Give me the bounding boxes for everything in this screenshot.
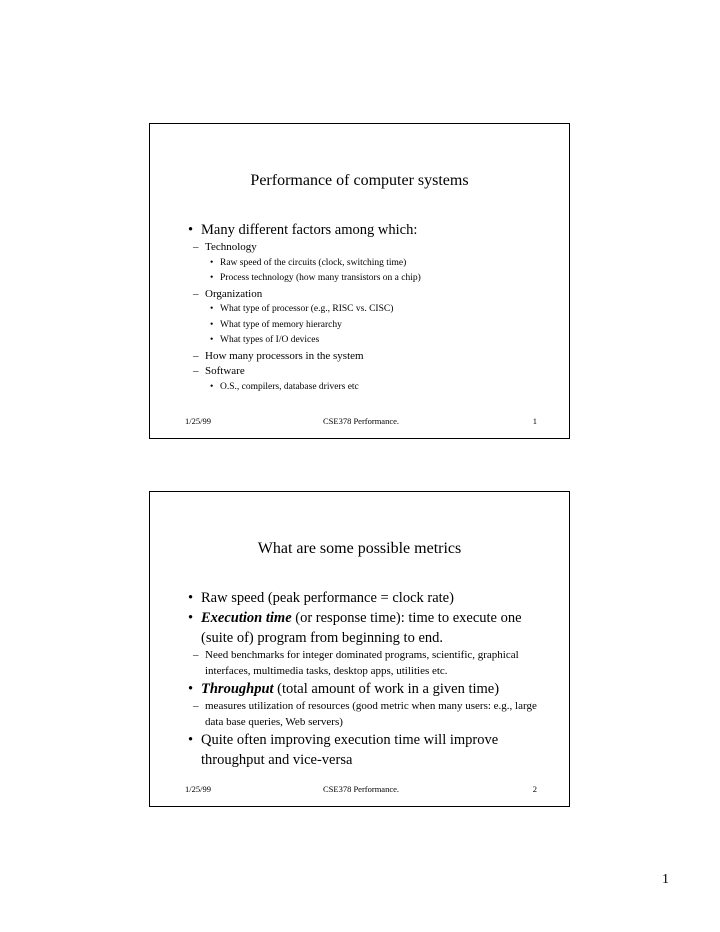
dash-item <box>188 364 559 380</box>
bullet-marker: • <box>188 732 194 748</box>
bullet-marker: • <box>210 304 214 314</box>
dash-marker: – <box>193 241 199 253</box>
dash-marker: – <box>193 365 199 377</box>
footer-course: CSE378 Performance. <box>322 416 399 426</box>
bullet-text: Many different factors among which: <box>201 222 418 238</box>
dash-marker: – <box>193 287 199 300</box>
sub-bullet-text: What type of processor (e.g., RISC vs. CISC) <box>220 304 394 314</box>
dash-text: measures utilization of resources (good metric when many users: e.g., large data base queries, Web servers) <box>205 700 537 728</box>
bullet-item <box>188 679 541 699</box>
bullet-marker: • <box>188 222 194 238</box>
footer-course: CSE378 Performance. <box>322 784 399 794</box>
bullet-item <box>188 220 559 240</box>
bullet-marker: • <box>188 610 194 626</box>
slide-body <box>188 588 541 770</box>
bullet-marker: • <box>188 681 194 697</box>
bullet-marker: • <box>210 273 214 283</box>
bullet-text: (or response time): time to execute one (suite of) program from beginning to end. <box>201 610 522 646</box>
bullet-item <box>188 608 541 648</box>
bullet-emphasis: Throughput <box>201 681 274 697</box>
sub-bullet-text: What type of memory hierarchy <box>220 319 342 330</box>
bullet-marker: • <box>188 590 194 606</box>
slide-1 <box>149 123 570 439</box>
dash-marker: – <box>193 349 199 362</box>
slide-number: 1 <box>532 416 537 426</box>
bullet-marker: • <box>210 257 214 268</box>
sub-bullet-item <box>188 302 559 318</box>
page-number: 1 <box>662 872 669 887</box>
sub-bullet-item <box>188 333 559 349</box>
slide-footer <box>185 416 537 428</box>
sub-bullet-item <box>188 256 559 272</box>
bullet-text: (total amount of work in a given time) <box>273 681 500 697</box>
dash-text: Organization <box>205 287 263 300</box>
dash-item <box>188 699 541 730</box>
dash-item <box>188 349 559 365</box>
dash-item <box>188 240 559 256</box>
sub-bullet-text: Raw speed of the circuits (clock, switching time) <box>220 257 407 268</box>
dash-text: Technology <box>205 241 257 253</box>
sub-bullet-text: Process technology (how many transistors on a chip) <box>220 273 421 283</box>
footer-date: 1/25/99 <box>185 416 211 426</box>
bullet-emphasis: Execution time <box>201 610 292 626</box>
slide-title: What are some possible metrics <box>257 540 462 557</box>
slide-2 <box>149 491 570 807</box>
dash-item <box>188 648 541 679</box>
sub-bullet-item <box>188 380 559 396</box>
bullet-marker: • <box>210 381 214 392</box>
bullet-marker: • <box>210 319 214 330</box>
slide-number: 2 <box>532 784 537 794</box>
bullet-item <box>188 730 541 770</box>
bullet-text: Quite often improving execution time will improve throughput and vice-versa <box>201 732 499 768</box>
bullet-text: Raw speed (peak performance = clock rate) <box>201 590 454 606</box>
dash-item <box>188 287 559 303</box>
dash-text: Need benchmarks for integer dominated programs, scientific, graphical interfaces, multimedia tasks, desktop apps, utilities etc. <box>205 649 519 677</box>
footer-date: 1/25/99 <box>185 784 211 794</box>
dash-text: How many processors in the system <box>205 349 364 362</box>
dash-text: Software <box>205 365 245 377</box>
slide-footer <box>185 784 537 796</box>
slide-title: Performance of computer systems <box>250 172 469 189</box>
sub-bullet-text: O.S., compilers, database drivers etc <box>220 381 359 392</box>
bullet-item <box>188 588 541 608</box>
slide-body <box>188 220 559 395</box>
sub-bullet-text: What types of I/O devices <box>220 335 320 345</box>
sub-bullet-item <box>188 271 559 287</box>
bullet-marker: • <box>210 335 214 345</box>
sub-bullet-item <box>188 318 559 334</box>
dash-marker: – <box>193 700 199 712</box>
dash-marker: – <box>193 649 199 661</box>
